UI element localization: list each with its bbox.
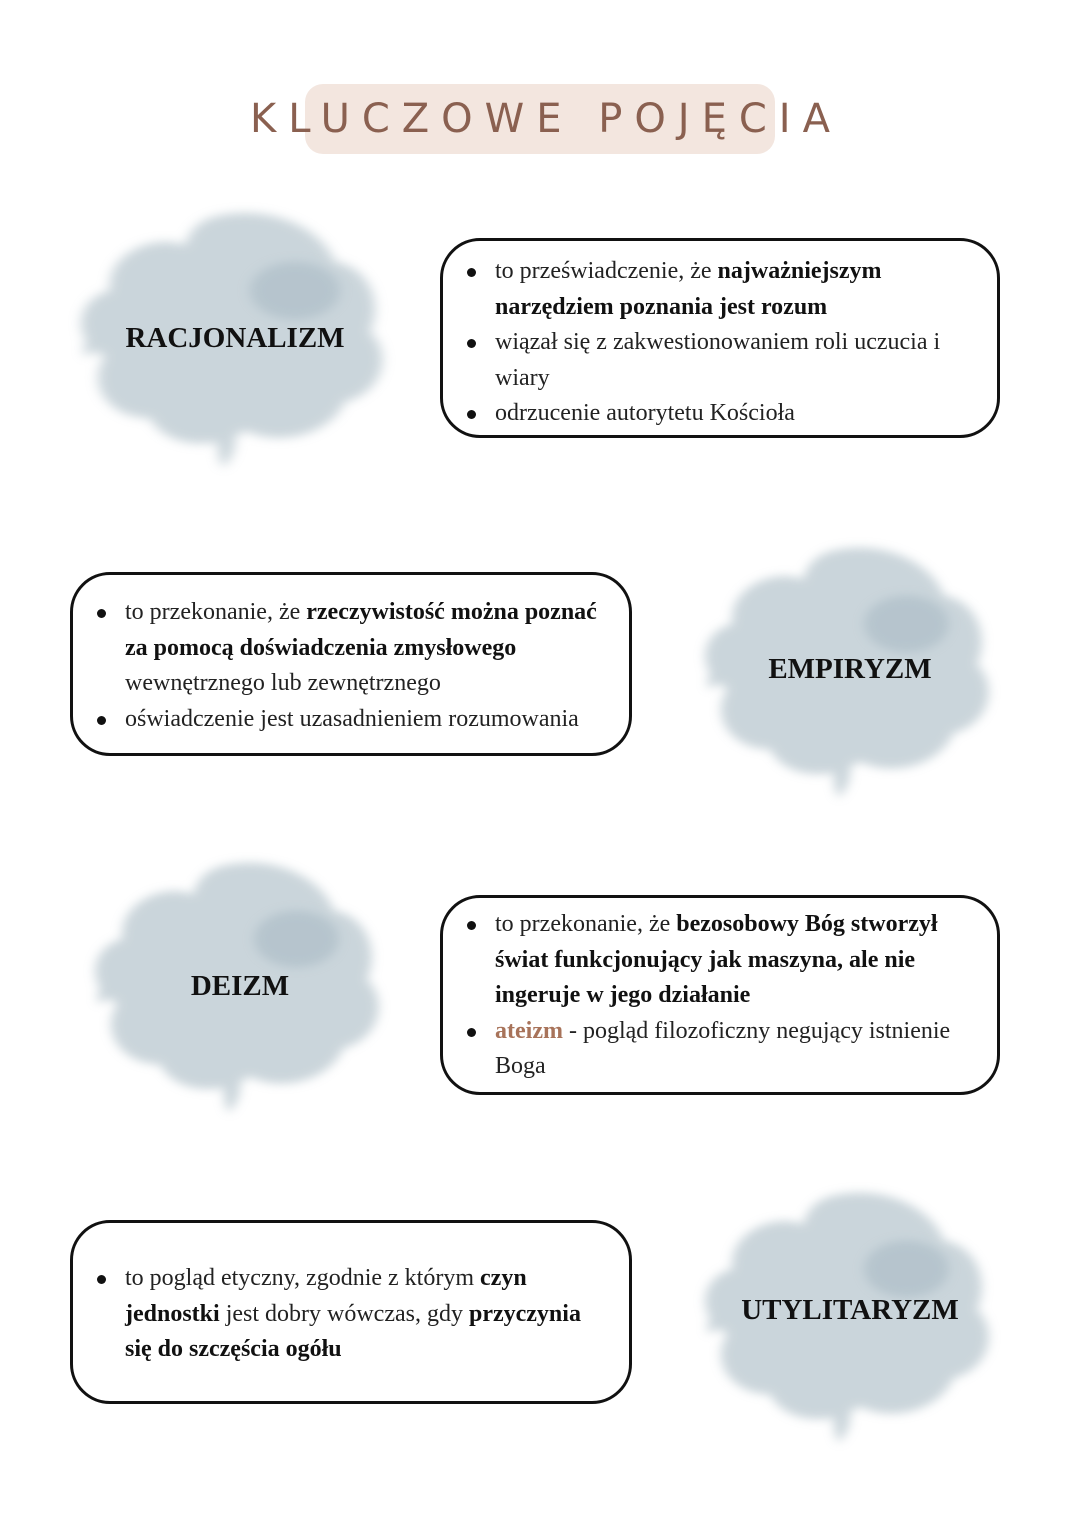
term-empiryzm: EMPIRYZM (768, 653, 932, 685)
watercolor-blob-empiryzm (690, 535, 1010, 810)
list-item: to przekonanie, że bezosobowy Bóg stworzył świat funkcjonujący jak maszyna, ale nie ingeruje w jego działanie (465, 907, 977, 1014)
list-item: odrzucenie autorytetu Kościoła (465, 396, 977, 432)
definition-card-utylitaryzm (70, 1220, 632, 1404)
list-item: to przekonanie, że rzeczywistość można poznać za pomocą doświadczenia zmysłowego wewnętrznego lub zewnętrznego (95, 595, 619, 702)
list-item: ateizm - pogląd filozoficzny negujący istnienie Boga (465, 1014, 977, 1085)
watercolor-blob-utylitaryzm (690, 1180, 1010, 1455)
definition-card-empiryzm (70, 572, 632, 756)
page-title: KLUCZOWE POJĘCIA (250, 96, 842, 142)
term-racjonalizm: RACJONALIZM (125, 322, 345, 354)
definition-card-racjonalizm (440, 238, 1000, 438)
list-item: wiązał się z zakwestionowaniem roli uczucia i wiary (465, 325, 977, 396)
list-item: oświadczenie jest uzasadnieniem rozumowania (95, 702, 619, 738)
list-item: to przeświadczenie, że najważniejszym narzędziem poznania jest rozum (465, 254, 977, 325)
watercolor-blob-deizm (80, 850, 400, 1125)
title-banner (250, 84, 842, 154)
term-deizm: DEIZM (190, 970, 290, 1002)
term-utylitaryzm: UTYLITARYZM (741, 1294, 959, 1326)
definition-card-deizm (440, 895, 1000, 1095)
list-item: to pogląd etyczny, zgodnie z którym czyn jednostki jest dobry wówczas, gdy przyczynia się do szczęścia ogółu (95, 1261, 609, 1368)
watercolor-blob-racjonalizm (65, 200, 405, 480)
